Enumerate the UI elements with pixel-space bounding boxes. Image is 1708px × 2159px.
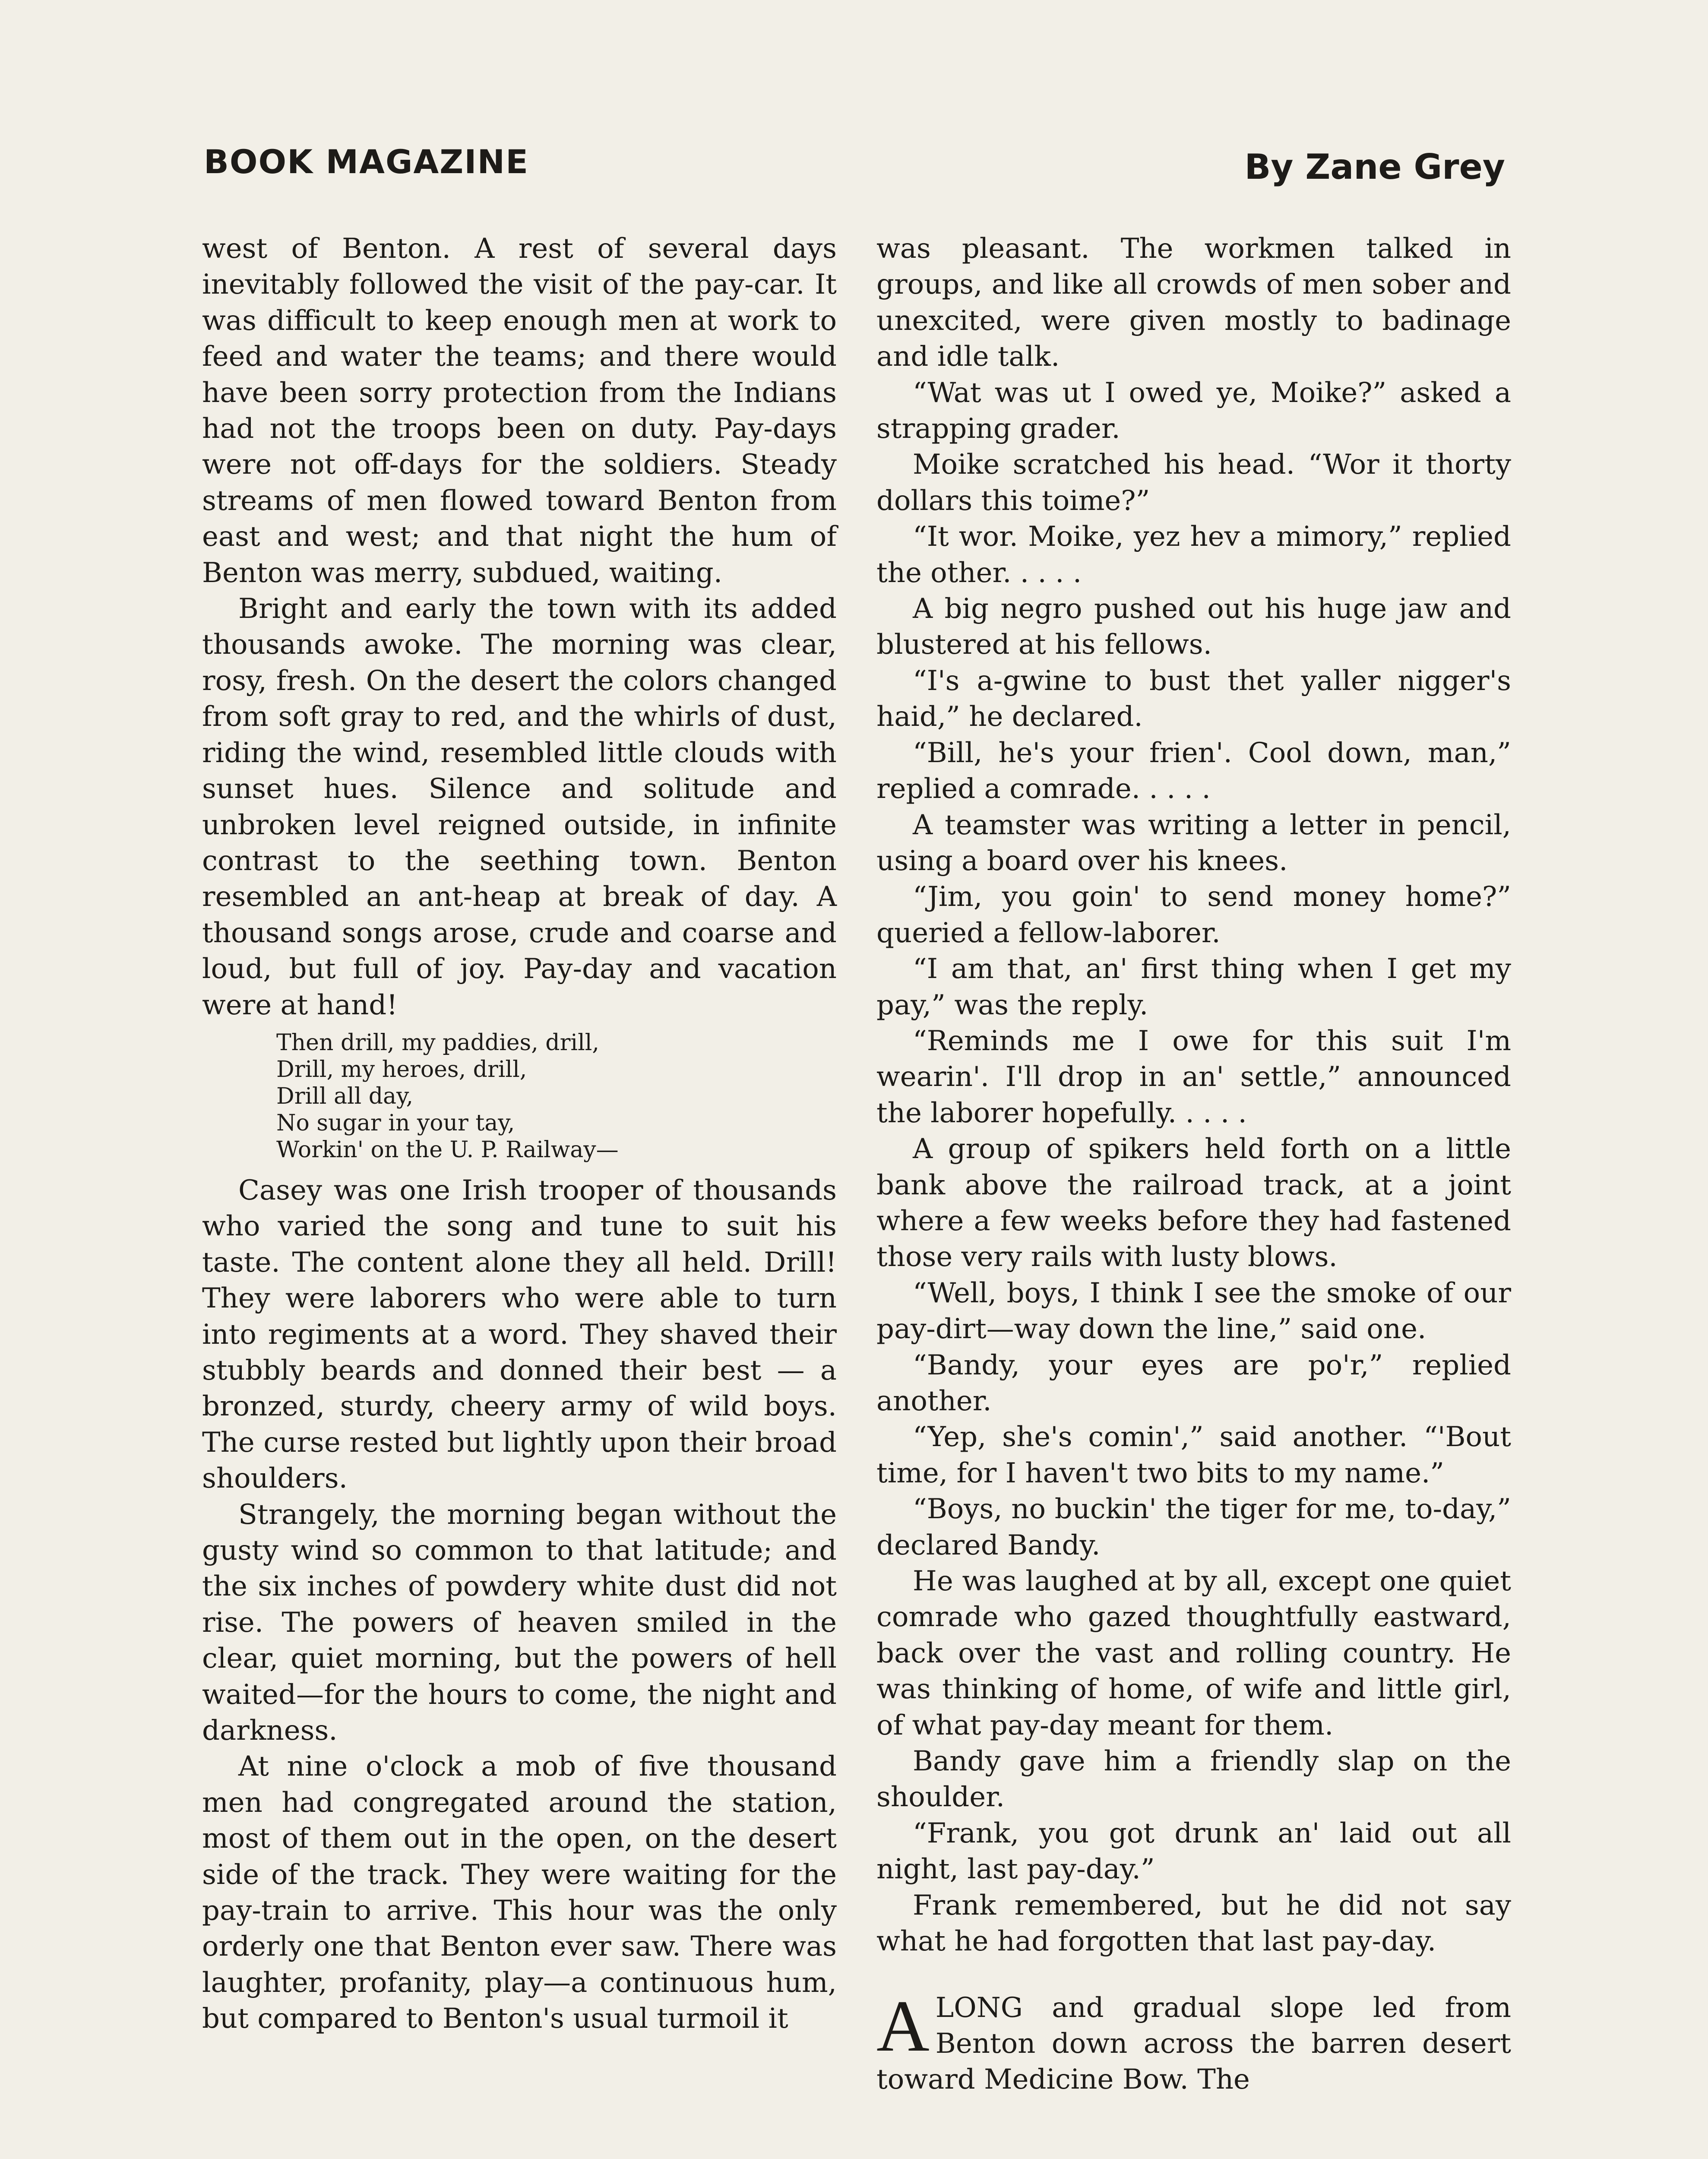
paragraph: was pleasant. The workmen talked in groups, and like all crowds of men sober and unexcited, were given mostly to badinage and idle talk.: [876, 233, 1511, 373]
paragraph: He was laughed at by all, except one quiet comrade who gazed thoughtfully eastward, back over the vast and rolling country. He was thinking of home, of wife and little girl, of what pay-day meant for them.: [876, 1565, 1511, 1741]
paragraph: “Bill, he's your frien'. Cool down, man,” replied a comrade. . . . .: [876, 737, 1511, 805]
verse-line: Drill, my heroes, drill,: [276, 1056, 527, 1083]
paragraph: “Jim, you goin' to send money home?” queried a fellow-laborer.: [876, 881, 1511, 949]
running-head-magazine: BOOK MAGAZINE: [204, 142, 529, 181]
verse-line: Drill all day,: [276, 1083, 414, 1109]
paragraph: “It wor. Moike, yez hev a mimory,” replied the other. . . . .: [876, 521, 1511, 589]
paragraph: A big negro pushed out his huge jaw and blustered at his fellows.: [876, 593, 1511, 661]
section-text: LONG and gradual slope led from Benton down across the barren desert toward Medicine Bow. The: [876, 1991, 1511, 2096]
paragraph: Bright and early the town with its added thousands awoke. The morning was clear, rosy, fresh. On the desert the colors changed from soft gray to red, and the whirls of dust, riding the wind, resembled little clouds with sunset hues. Silence and solitude and unbroken level reigned outside, in infinite contrast to the seething town. Benton resembled an ant-heap at break of day. A thousand songs arose, crude and coarse and loud, but full of joy. Pay-day and vacation were at hand!: [202, 593, 837, 1021]
drop-cap: A: [876, 1985, 930, 2067]
paragraph: At nine o'clock a mob of five thousand men had congregated around the station, most of them out in the open, on the desert side of the track. They were waiting for the pay-train to arrive. This hour was the only orderly one that Benton ever saw. There was laughter, profanity, play—a continuous hum, but compared to Benton's usual turmoil it: [202, 1751, 837, 2035]
verse-line: No sugar in your tay,: [276, 1110, 515, 1136]
verse-line: Then drill, my paddies, drill,: [276, 1029, 599, 1056]
paragraph: “I's a-gwine to bust thet yaller nigger's haid,” he declared.: [876, 665, 1511, 733]
section-opening-paragraph: [876, 1985, 1511, 2098]
paragraph: Frank remembered, but he did not say what he had forgotten that last pay-day.: [876, 1889, 1511, 1958]
paragraph: “Boys, no buckin' the tiger for me, to-day,” declared Bandy.: [876, 1493, 1511, 1561]
paragraph: Bandy gave him a friendly slap on the shoulder.: [876, 1745, 1511, 1814]
paragraph: west of Benton. A rest of several days inevitably followed the visit of the pay-car. It was difficult to keep enough men at work to feed and water the teams; and there would have been sorry protection from the Indians had not the troops been on duty. Pay-days were not off-days for the soldiers. Steady streams of men flowed toward Benton from east and west; and that night the hum of Benton was merry, subdued, waiting.: [202, 233, 837, 589]
paragraph: “Reminds me I owe for this suit I'm wearin'. I'll drop in an' settle,” announced the laborer hopefully. . . . .: [876, 1025, 1511, 1129]
paragraph: A teamster was writing a letter in pencil, using a board over his knees.: [876, 809, 1511, 877]
paragraph: “Yep, she's comin',” said another. “'Bout time, for I haven't two bits to my name.”: [876, 1421, 1511, 1489]
paragraph: “Well, boys, I think I see the smoke of our pay-dirt—way down the line,” said one.: [876, 1277, 1511, 1345]
paragraph: “Frank, you got drunk an' laid out all night, last pay-day.”: [876, 1817, 1511, 1886]
paragraph: Casey was one Irish trooper of thousands who varied the song and tune to suit his taste. The content alone they all held. Drill! They were laborers who were able to turn into regiments at a word. They shaved their stubbly beards and donned their best — a bronzed, sturdy, cheery army of wild boys. The curse rested but lightly upon their broad shoulders.: [202, 1174, 837, 1495]
paragraph: “Bandy, your eyes are po'r,” replied another.: [876, 1349, 1511, 1417]
paragraph: “I am that, an' first thing when I get my pay,” was the reply.: [876, 953, 1511, 1021]
paragraph: “Wat was ut I owed ye, Moike?” asked a strapping grader.: [876, 377, 1511, 445]
right-column: [876, 231, 1511, 2098]
running-head-author: By Zane Grey: [1244, 147, 1505, 187]
left-column: [202, 231, 837, 2037]
verse-line: Workin' on the U. P. Railway—: [276, 1136, 619, 1163]
paragraph: Strangely, the morning began without the gusty wind so common to that latitude; and the six inches of powdery white dust did not rise. The powers of heaven smiled in the clear, quiet morning, but the powers of hell waited—for the hours to come, the night and darkness.: [202, 1498, 837, 1747]
paragraph: A group of spikers held forth on a little bank above the railroad track, at a joint where a few weeks before they had fastened those very rails with lusty blows.: [876, 1133, 1511, 1273]
song-verse: [276, 1029, 837, 1163]
paragraph: Moike scratched his head. “Wor it thorty dollars this toime?”: [876, 449, 1511, 517]
